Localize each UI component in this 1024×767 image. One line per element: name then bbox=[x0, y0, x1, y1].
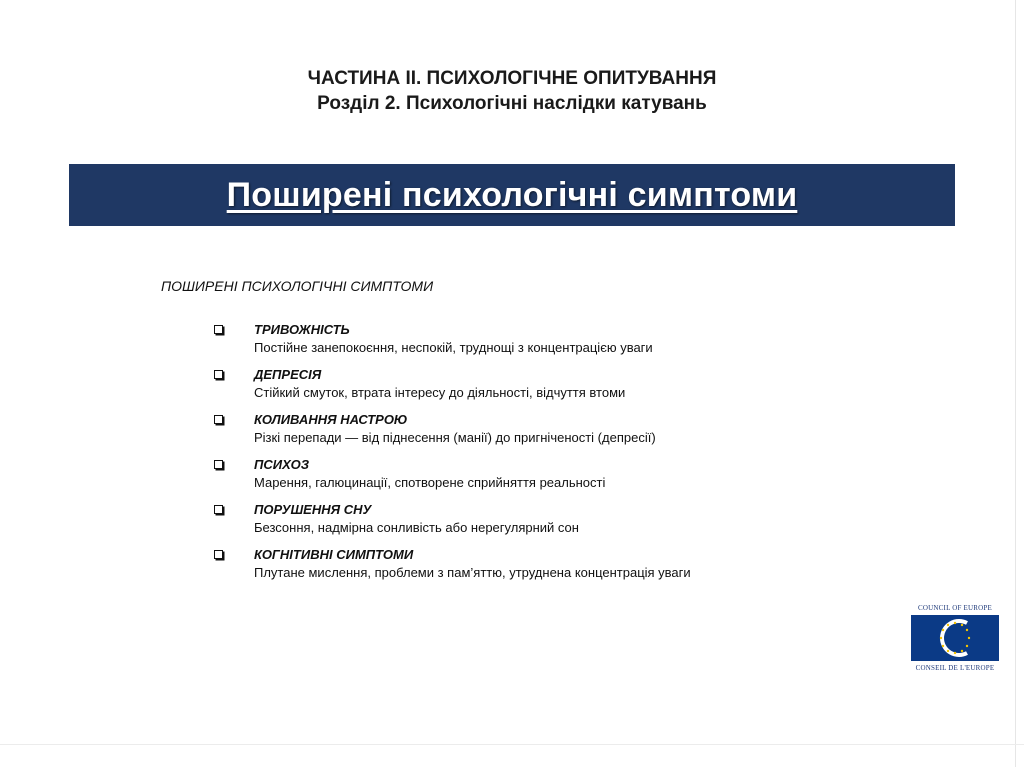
checkbox-bullet-icon bbox=[214, 325, 223, 334]
slide-header bbox=[0, 66, 1024, 116]
council-of-europe-emblem-icon bbox=[911, 615, 999, 661]
item-description: Плутане мислення, проблеми з пам’яттю, утруднена концентрація уваги bbox=[254, 565, 691, 580]
symptom-list bbox=[212, 321, 691, 591]
slide-bottom-divider bbox=[0, 744, 1024, 745]
checkbox-bullet-icon bbox=[214, 415, 223, 424]
item-title: ТРИВОЖНІСТЬ bbox=[254, 322, 350, 337]
list-item bbox=[212, 546, 691, 591]
logo-top-text: COUNCIL OF EUROPE bbox=[918, 604, 992, 612]
item-description: Постійне занепокоєння, неспокій, труднощі з концентрацією уваги bbox=[254, 340, 653, 355]
banner-title: Поширені психологічні симптоми bbox=[226, 175, 798, 214]
list-item bbox=[212, 501, 691, 546]
item-description: Марення, галюцинації, спотворене сприйняття реальності bbox=[254, 475, 606, 490]
checkbox-bullet-icon bbox=[214, 505, 223, 514]
item-title: ПОРУШЕННЯ СНУ bbox=[254, 502, 372, 517]
item-description: Стійкий смуток, втрата інтересу до діяльності, відчуття втоми bbox=[254, 385, 626, 400]
list-item bbox=[212, 411, 691, 456]
item-title: ДЕПРЕСІЯ bbox=[254, 367, 322, 382]
part-title: ЧАСТИНА ІІ. ПСИХОЛОГІЧНЕ ОПИТУВАННЯ bbox=[307, 68, 717, 89]
item-description: Безсоння, надмірна сонливість або нерегулярний сон bbox=[254, 520, 579, 535]
checkbox-bullet-icon bbox=[214, 370, 223, 379]
title-banner bbox=[69, 164, 955, 226]
list-item bbox=[212, 366, 691, 411]
item-description: Різкі перепади — від піднесення (манії) до пригніченості (депресії) bbox=[254, 430, 656, 445]
checkbox-bullet-icon bbox=[214, 550, 223, 559]
item-title: КОЛИВАННЯ НАСТРОЮ bbox=[254, 412, 408, 427]
list-heading: ПОШИРЕНІ ПСИХОЛОГІЧНІ СИМПТОМИ bbox=[161, 278, 434, 294]
checkbox-bullet-icon bbox=[214, 460, 223, 469]
logo-bottom-text: CONSEIL DE L'EUROPE bbox=[915, 664, 995, 672]
item-title: КОГНІТИВНІ СИМПТОМИ bbox=[254, 547, 414, 562]
item-title: ПСИХОЗ bbox=[254, 457, 310, 472]
list-item bbox=[212, 456, 691, 501]
list-item bbox=[212, 321, 691, 366]
section-title: Розділ 2. Психологічні наслідки катувань bbox=[317, 93, 707, 114]
council-of-europe-logo bbox=[909, 604, 1001, 672]
